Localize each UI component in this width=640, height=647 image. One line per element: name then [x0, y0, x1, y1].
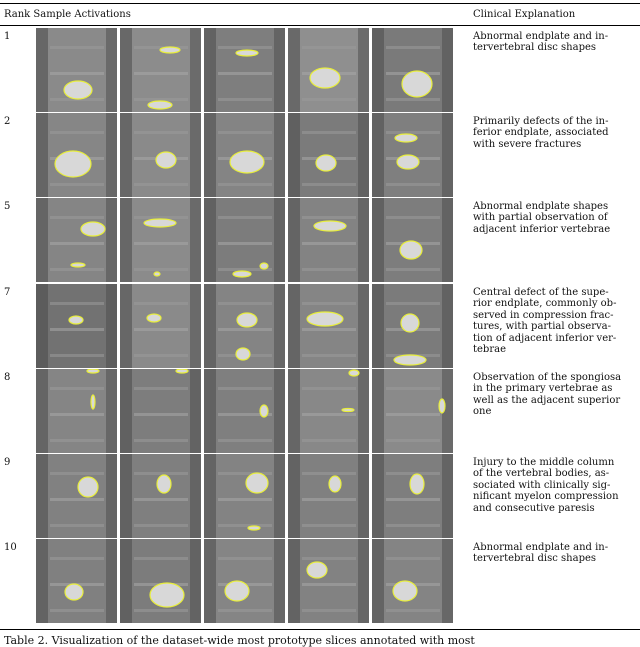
- ct-slice-image: [36, 198, 117, 282]
- table-row: [0, 198, 640, 282]
- activation-region: [160, 47, 180, 53]
- activation-region: [401, 314, 419, 332]
- ct-slice-thumbnail: [36, 198, 117, 282]
- rank-label: 5: [4, 201, 11, 212]
- ct-slice-image: [288, 284, 369, 368]
- ct-slice-image: [372, 454, 453, 538]
- ct-slice-thumbnail: [288, 539, 369, 623]
- explanation-line: in the primary vertebrae as: [473, 383, 613, 395]
- activation-region: [395, 134, 417, 142]
- activation-region: [147, 314, 161, 322]
- ct-slice-image: [204, 284, 285, 368]
- ct-slice-thumbnail: [120, 454, 201, 538]
- activation-thumbnails: [36, 284, 457, 368]
- ct-slice-image: [204, 369, 285, 453]
- table-row: [0, 113, 640, 197]
- explanation-line: and consecutive paresis: [473, 502, 595, 514]
- ct-slice-image: [120, 198, 201, 282]
- clinical-explanation: [473, 201, 633, 235]
- ct-slice-thumbnail: [204, 284, 285, 368]
- activation-region: [157, 475, 171, 493]
- activation-region: [307, 562, 327, 578]
- activation-region: [397, 155, 419, 169]
- clinical-explanation: [473, 542, 633, 565]
- activation-region: [233, 271, 251, 277]
- ct-slice-image: [36, 28, 117, 112]
- activation-region: [81, 222, 105, 236]
- activation-region: [314, 221, 346, 231]
- activation-region: [410, 474, 424, 494]
- activation-region: [307, 312, 343, 326]
- clinical-explanation: [473, 116, 633, 150]
- activation-region: [342, 409, 354, 412]
- activation-thumbnails: [36, 198, 457, 282]
- ct-slice-thumbnail: [288, 454, 369, 538]
- rank-label: 8: [4, 372, 11, 383]
- activation-thumbnails: [36, 454, 457, 538]
- activation-region: [148, 101, 172, 109]
- table-row: [0, 369, 640, 453]
- ct-slice-image: [204, 28, 285, 112]
- ct-slice-thumbnail: [372, 454, 453, 538]
- activation-region: [237, 313, 257, 327]
- ct-slice-thumbnail: [36, 454, 117, 538]
- activation-region: [310, 68, 340, 88]
- activation-region: [55, 151, 91, 177]
- ct-slice-thumbnail: [372, 369, 453, 453]
- ct-slice-image: [204, 454, 285, 538]
- ct-slice-image: [36, 113, 117, 197]
- explanation-line: Central defect of the supe-: [473, 287, 609, 298]
- rank-label: 10: [4, 542, 17, 553]
- activation-region: [156, 152, 176, 168]
- activation-thumbnails: [36, 28, 457, 112]
- ct-slice-thumbnail: [372, 284, 453, 368]
- ct-slice-thumbnail: [204, 198, 285, 282]
- ct-slice-thumbnail: [372, 28, 453, 112]
- clinical-explanation: [473, 31, 633, 54]
- explanation-line: tebrae: [473, 344, 506, 356]
- activation-region: [150, 583, 184, 607]
- activation-region: [65, 584, 83, 600]
- ct-slice-image: [288, 198, 369, 282]
- table-bottom-rule: [0, 629, 640, 630]
- activation-region: [69, 316, 83, 324]
- explanation-line: Abnormal endplate and in-: [473, 542, 609, 553]
- activation-region: [316, 155, 336, 171]
- ct-slice-thumbnail: [372, 539, 453, 623]
- activation-region: [260, 263, 268, 269]
- ct-slice-thumbnail: [120, 28, 201, 112]
- ct-slice-thumbnail: [120, 113, 201, 197]
- header-rule: [0, 25, 640, 26]
- explanation-line: adjacent inferior vertebrae: [473, 223, 611, 235]
- activation-thumbnails: [36, 539, 457, 623]
- activation-region: [176, 369, 188, 373]
- ct-slice-thumbnail: [120, 539, 201, 623]
- ct-slice-thumbnail: [36, 539, 117, 623]
- ct-slice-image: [372, 198, 453, 282]
- activation-region: [225, 581, 249, 601]
- activation-region: [260, 405, 268, 417]
- clinical-explanation: [473, 287, 633, 355]
- activation-region: [349, 370, 359, 376]
- explanation-line: rior endplate, commonly ob-: [473, 298, 617, 310]
- ct-slice-thumbnail: [36, 284, 117, 368]
- ct-slice-image: [204, 198, 285, 282]
- ct-slice-image: [372, 539, 453, 623]
- ct-slice-thumbnail: [204, 113, 285, 197]
- ct-slice-thumbnail: [204, 369, 285, 453]
- table-row: [0, 28, 640, 112]
- ct-slice-image: [372, 284, 453, 368]
- clinical-explanation: [473, 457, 633, 514]
- ct-slice-thumbnail: [204, 454, 285, 538]
- activation-region: [71, 263, 85, 267]
- ct-slice-image: [288, 454, 369, 538]
- ct-slice-thumbnail: [204, 28, 285, 112]
- ct-slice-thumbnail: [288, 198, 369, 282]
- rank-label: 7: [4, 287, 11, 298]
- activation-region: [154, 272, 160, 276]
- activation-region: [248, 526, 260, 530]
- ct-slice-thumbnail: [36, 369, 117, 453]
- explanation-line: tion of adjacent inferior ver-: [473, 332, 617, 344]
- explanation-line: one: [473, 406, 492, 418]
- ct-slice-image: [120, 284, 201, 368]
- ct-slice-thumbnail: [372, 198, 453, 282]
- table-caption: Table 2. Visualization of the dataset‑wide most prototype slices annotated with most: [4, 634, 475, 647]
- explanation-line: well as the adjacent superior: [473, 394, 621, 406]
- ct-slice-thumbnail: [288, 28, 369, 112]
- explanation-line: sociated with clinically sig-: [473, 479, 611, 491]
- ct-slice-thumbnail: [288, 284, 369, 368]
- activation-region: [394, 355, 426, 365]
- ct-slice-thumbnail: [36, 113, 117, 197]
- clinical-explanation: [473, 372, 633, 418]
- activation-region: [78, 477, 98, 497]
- ct-slice-image: [36, 454, 117, 538]
- ct-slice-image: [36, 369, 117, 453]
- rank-label: 2: [4, 116, 11, 127]
- activation-region: [329, 476, 341, 492]
- ct-slice-image: [36, 284, 117, 368]
- ct-slice-image: [288, 369, 369, 453]
- ct-slice-thumbnail: [204, 539, 285, 623]
- activation-region: [439, 399, 445, 413]
- explanation-line: Primarily defects of the in-: [473, 116, 609, 127]
- explanation-line: tervertebral disc shapes: [473, 553, 597, 565]
- rank-label: 9: [4, 457, 11, 468]
- ct-slice-image: [288, 28, 369, 112]
- ct-slice-thumbnail: [372, 113, 453, 197]
- activation-region: [400, 241, 422, 259]
- header-rank-activations: Rank Sample Activations: [4, 9, 131, 20]
- explanation-line: served in compression frac-: [473, 309, 614, 321]
- ct-slice-image: [120, 369, 201, 453]
- explanation-line: ferior endplate, associated: [473, 127, 609, 139]
- activation-region: [393, 581, 417, 601]
- explanation-line: tervertebral disc shapes: [473, 42, 597, 54]
- ct-slice-image: [120, 28, 201, 112]
- activation-thumbnails: [36, 369, 457, 453]
- ct-slice-image: [288, 539, 369, 623]
- table-top-rule: [0, 3, 640, 4]
- explanation-line: Abnormal endplate shapes: [473, 201, 609, 212]
- explanation-line: Abnormal endplate and in-: [473, 31, 609, 42]
- ct-slice-image: [288, 113, 369, 197]
- ct-slice-image: [120, 539, 201, 623]
- table-row: [0, 284, 640, 368]
- activation-region: [91, 395, 95, 409]
- explanation-line: Observation of the spongiosa: [473, 372, 622, 383]
- ct-slice-image: [36, 539, 117, 623]
- ct-slice-thumbnail: [288, 369, 369, 453]
- ct-slice-thumbnail: [120, 369, 201, 453]
- ct-slice-image: [372, 369, 453, 453]
- explanation-line: of the vertebral bodies, as-: [473, 468, 610, 480]
- explanation-line: with partial observation of: [473, 212, 608, 224]
- activation-region: [236, 348, 250, 360]
- activation-thumbnails: [36, 113, 457, 197]
- table-row: [0, 539, 640, 623]
- ct-slice-image: [372, 113, 453, 197]
- activation-region: [230, 151, 264, 173]
- activation-region: [87, 369, 99, 373]
- rank-label: 1: [4, 31, 11, 42]
- explanation-line: Injury to the middle column: [473, 457, 615, 468]
- ct-slice-thumbnail: [36, 28, 117, 112]
- header-clinical-explanation: Clinical Explanation: [473, 9, 576, 20]
- table-row: [0, 454, 640, 538]
- activation-region: [64, 81, 92, 99]
- ct-slice-thumbnail: [120, 284, 201, 368]
- ct-slice-image: [120, 113, 201, 197]
- ct-slice-image: [204, 539, 285, 623]
- activation-region: [402, 71, 432, 97]
- ct-slice-image: [372, 28, 453, 112]
- ct-slice-image: [120, 454, 201, 538]
- explanation-line: nificant myelon compression: [473, 491, 619, 503]
- ct-slice-thumbnail: [120, 198, 201, 282]
- activation-region: [144, 219, 176, 227]
- activation-region: [236, 50, 258, 56]
- ct-slice-thumbnail: [288, 113, 369, 197]
- explanation-line: with severe fractures: [473, 138, 582, 150]
- ct-slice-image: [204, 113, 285, 197]
- activation-region: [246, 473, 268, 493]
- explanation-line: tures, with partial observa-: [473, 321, 611, 333]
